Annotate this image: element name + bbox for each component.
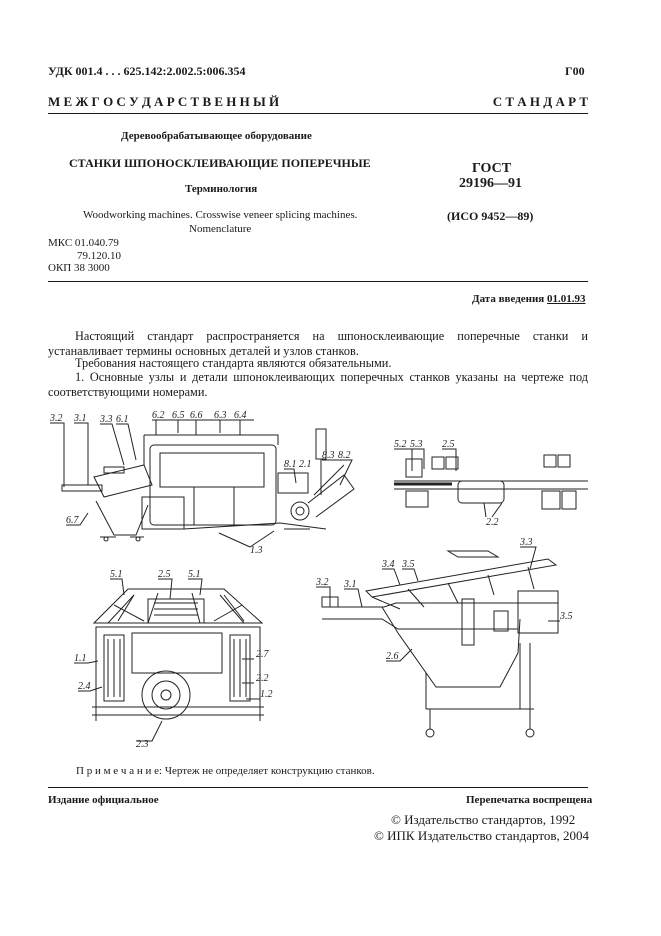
label-1-1: 1.1	[74, 653, 87, 664]
label-2-2-front: 2.2	[256, 673, 269, 684]
label-5-1-right: 5.1	[188, 569, 201, 580]
label-6-6: 6.6	[190, 410, 203, 421]
label-2-1: 2.1	[299, 459, 312, 470]
label-3-1-bottom: 3.1	[344, 579, 357, 590]
english-title-line2: Nomenclature	[189, 223, 252, 235]
reprint-prohibited: Перепечатка воспрещена	[466, 794, 593, 806]
iso-reference: (ИСО 9452—89)	[447, 209, 534, 223]
drawing-inclined-view	[308, 533, 590, 743]
label-8-2: 8.2	[338, 450, 351, 461]
label-6-2: 6.2	[152, 410, 165, 421]
group-code: Г00	[565, 64, 585, 78]
gost-number: 29196—91	[459, 176, 522, 191]
label-1-2: 1.2	[260, 689, 273, 700]
label-5-3: 5.3	[410, 439, 423, 450]
label-3-3-top: 3.3	[100, 414, 113, 425]
label-6-1: 6.1	[116, 414, 129, 425]
label-8-1: 8.1	[284, 459, 297, 470]
scope-paragraph: Настоящий стандарт распространяется на шпоносклеивающие поперечные станки и устанавливает термины основных деталей и узлов станков.	[48, 329, 588, 358]
standard-banner	[48, 94, 588, 110]
label-3-4: 3.4	[382, 559, 395, 570]
english-title-line1: Woodworking machines. Crosswise veneer splicing machines.	[83, 209, 358, 221]
label-2-5-top: 2.5	[442, 439, 455, 450]
effective-date-value: 01.01.93	[547, 293, 586, 305]
label-2-2-top: 2.2	[486, 517, 499, 528]
banner-word-standard: С Т А Н Д А Р Т	[492, 94, 588, 109]
label-2-3: 2.3	[136, 739, 149, 750]
okp-code: ОКП 38 3000	[48, 262, 110, 274]
label-3-2: 3.2	[50, 413, 63, 424]
label-3-1: 3.1	[74, 413, 87, 424]
label-8-3: 8.3	[322, 450, 335, 461]
drawing-note	[76, 765, 375, 777]
copyright-1992: © Издательство стандартов, 1992	[391, 812, 576, 827]
note-label: П р и м е ч а н и е:	[76, 765, 163, 777]
label-2-7: 2.7	[256, 649, 269, 660]
label-3-5-right: 3.5	[560, 611, 573, 622]
label-3-3-bottom: 3.3	[520, 537, 533, 548]
label-5-1-left: 5.1	[110, 569, 123, 580]
label-2-4: 2.4	[78, 681, 91, 692]
banner-word-interstate: М Е Ж Г О С У Д А Р С Т В Е Н Н Ы Й	[48, 94, 280, 109]
effective-date	[472, 293, 586, 305]
mks-code-2: 79.120.10	[77, 250, 121, 262]
label-1-3: 1.3	[250, 545, 263, 555]
label-6-7: 6.7	[66, 515, 79, 526]
label-3-5-top: 3.5	[402, 559, 415, 570]
official-edition: Издание официальное	[48, 794, 159, 806]
label-5-2: 5.2	[394, 439, 407, 450]
classification-rule	[48, 281, 588, 282]
label-2-5-front: 2.5	[158, 569, 171, 580]
label-2-6: 2.6	[386, 651, 399, 662]
label-3-2-bottom: 3.2	[316, 577, 329, 588]
gost-label: ГОСТ	[472, 161, 512, 176]
drawing-top-view	[392, 435, 588, 530]
components-paragraph: 1. Основные узлы и детали шпоноклеивающих поперечных станков указаны на чертеже под соответствующими номерами.	[48, 370, 588, 399]
label-6-5: 6.5	[172, 410, 185, 421]
effective-date-label: Дата введения	[472, 293, 545, 305]
header-rule	[48, 113, 588, 114]
mks-code-1: МКС 01.040.79	[48, 237, 119, 249]
copyright-2004: © ИПК Издательство стандартов, 2004	[374, 828, 589, 843]
document-subtitle: Терминология	[185, 183, 258, 195]
category-title: Деревообрабатывающее оборудование	[121, 130, 312, 142]
udk-code: УДК 001.4 . . . 625.142:2.002.5:006.354	[48, 64, 246, 78]
footer-rule	[48, 787, 588, 788]
label-6-4: 6.4	[234, 410, 247, 421]
mandatory-paragraph: Требования настоящего стандарта являются обязательными.	[75, 356, 392, 370]
note-text: Чертеж не определяет конструкцию станков.	[164, 765, 375, 777]
label-6-3: 6.3	[214, 410, 227, 421]
drawing-front-view	[74, 565, 284, 755]
document-title: СТАНКИ ШПОНОСКЛЕИВАЮЩИЕ ПОПЕРЕЧНЫЕ	[69, 156, 371, 170]
